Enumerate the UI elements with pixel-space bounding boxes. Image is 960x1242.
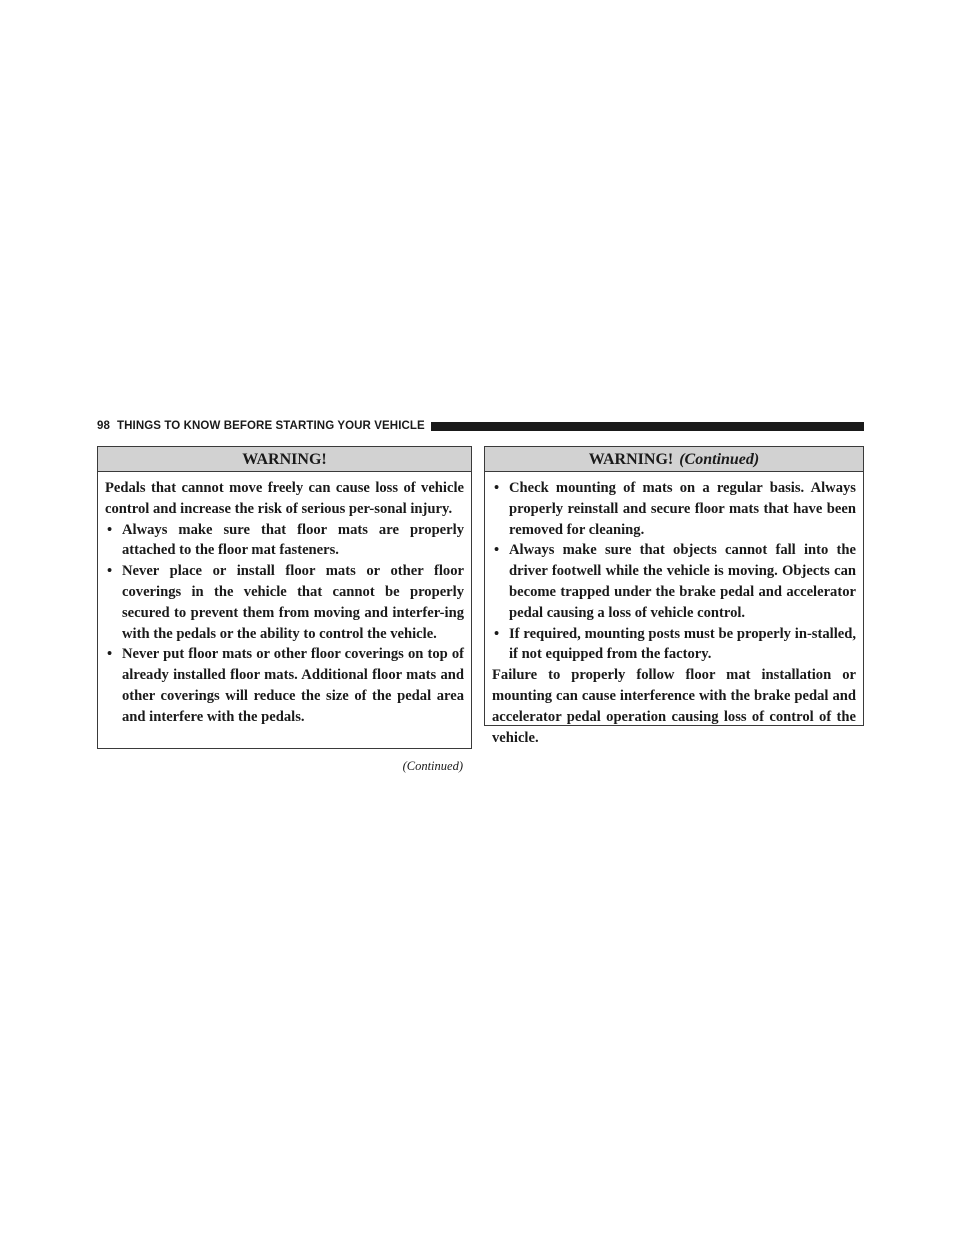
warning-bullet-list	[492, 478, 856, 665]
bullet-glyph: •	[107, 563, 113, 580]
bullet-text: Check mounting of mats on a regular basis. Always properly reinstall and secure floor mats that have been removed for cleaning.	[509, 480, 856, 538]
warning-bullet-list	[105, 520, 464, 728]
bullet-text: If required, mounting posts must be properly in-stalled, if not equipped from the factory.	[509, 625, 856, 663]
header-rule	[431, 422, 864, 431]
section-title: THINGS TO KNOW BEFORE STARTING YOUR VEHICLE	[117, 420, 425, 432]
continued-note: (Continued)	[402, 759, 463, 773]
bullet-glyph: •	[107, 521, 113, 538]
bullet-glyph: •	[494, 625, 500, 642]
warning-box-left	[97, 446, 472, 749]
warning-bullet-item	[492, 624, 856, 666]
warning-bullet-item	[105, 520, 464, 562]
warning-title-right	[485, 447, 863, 472]
running-header	[97, 419, 864, 433]
warning-box-right	[484, 446, 864, 746]
bullet-glyph: •	[494, 542, 500, 559]
bullet-glyph: •	[494, 480, 500, 496]
warning-title-suffix: (Continued)	[679, 451, 760, 468]
bullet-text: Never place or install floor mats or other floor coverings in the vehicle that cannot be properly secured to prevent them from moving and interfer-ing with the pedals or the ability to control the vehicle.	[122, 563, 464, 642]
warning-body-right	[485, 472, 863, 757]
bullet-text: Never put floor mats or other floor coverings on top of already installed floor mats. Additional floor mats and other coverings will reduce the size of the pedal area and interfere with the pedals.	[122, 646, 464, 725]
warning-bullet-item	[105, 561, 464, 644]
bullet-text: Always make sure that objects cannot fall into the driver footwell while the vehicle is moving. Objects can become trapped under the brake pedal and accelerator pedal causing a loss of vehicle control.	[509, 542, 856, 621]
warning-bullet-item	[105, 644, 464, 727]
bullet-glyph: •	[107, 646, 113, 663]
warning-title-text: WARNING!	[588, 451, 674, 468]
page-number: 98	[97, 420, 110, 432]
bullet-text: Always make sure that floor mats are properly attached to the floor mat fasteners.	[122, 521, 464, 559]
header-text	[97, 420, 425, 432]
warning-body-left	[98, 472, 471, 737]
warning-bullet-item	[492, 478, 856, 540]
warning-title-text: WARNING!	[242, 451, 327, 468]
warning-intro: Pedals that cannot move freely can cause loss of vehicle control and increase the risk of serious per-sonal injury.	[105, 480, 464, 517]
warning-title-left	[98, 447, 471, 472]
warning-closing: Failure to properly follow floor mat installation or mounting can cause interference with the brake pedal and accelerator pedal operation causing loss of control of the vehicle.	[492, 667, 856, 746]
warning-bullet-item	[492, 540, 856, 623]
